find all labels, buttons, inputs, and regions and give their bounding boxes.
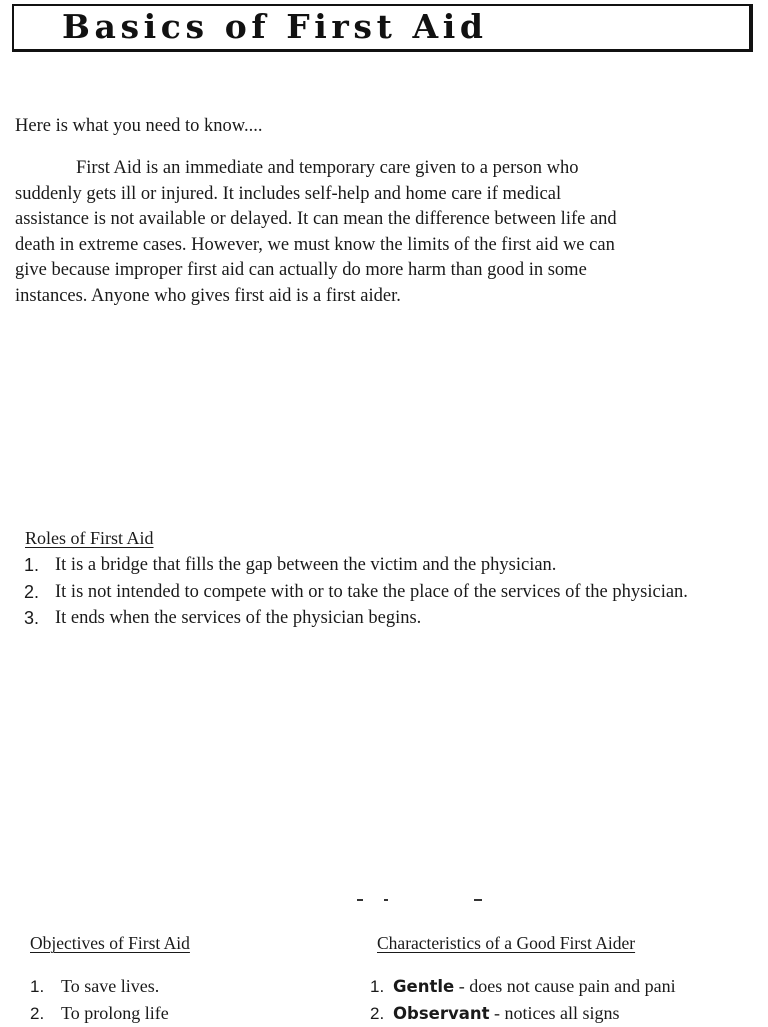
characteristic-description: - does not cause pain and pani [454,976,676,996]
characteristics-heading [377,931,635,955]
intro-paragraph [15,156,767,310]
dash-mark [357,899,363,901]
title-box [12,4,753,52]
list-number: 1. [30,977,45,996]
roles-heading [25,526,154,550]
intro-text: Here is what you need to know.... [15,116,263,136]
dash-mark [384,899,388,901]
list-item-text: It ends when the services of the physician begins. [55,608,422,628]
objectives-heading [30,931,198,955]
characteristics-list [370,973,768,1027]
paragraph-line: First Aid is an immediate and temporary care given to a person who [76,158,579,178]
list-item-text: To save lives. [61,976,160,996]
list-number: 1. [370,977,385,996]
objectives-heading-text: Objectives of First Aid [30,933,190,953]
dash-mark [474,899,482,901]
paragraph-line: instances. Anyone who gives first aid is a first aider. [15,285,401,306]
list-number: 2. [370,1004,385,1023]
characteristics-heading-text: Characteristics of a Good First Aider [377,933,636,953]
list-number: 2. [24,581,40,602]
characteristic-term: Observant [393,1004,490,1023]
list-number: 3. [24,608,40,628]
objectives-list-item [30,1000,169,1027]
roles-list-item [24,605,764,632]
paragraph-line: give because improper first aid can actually do more harm than good in some [15,260,587,281]
roles-list-item [24,552,764,579]
list-number: 1. [24,555,40,575]
characteristic-term: Gentle [393,977,455,996]
decorative-dashes [0,893,768,907]
paragraph-line: assistance is not available or delayed. It can mean the difference between life and [15,209,617,230]
list-item-text: It is not intended to compete with or to take the place of the services of the physician. [55,581,688,602]
characteristics-list-item [370,1000,768,1027]
list-item-text: It is a bridge that fills the gap between the victim and the physician. [55,555,557,575]
list-item-text: To prolong life [61,1003,169,1023]
roles-list-item [24,579,764,606]
paragraph-line: suddenly gets ill or injured. It includes self-help and home care if medical [15,183,562,204]
objectives-list-item [30,973,169,1000]
paragraph-line: death in extreme cases. However, we must know the limits of the first aid we can [15,234,615,255]
objectives-list [30,973,169,1027]
list-number: 2. [30,1004,45,1023]
characteristics-list-item [370,973,768,1000]
page-title: Basics of First Aid [62,7,488,46]
roles-list [24,552,764,632]
roles-heading-text: Roles of First Aid [25,528,154,548]
characteristic-description: - notices all signs [489,1003,620,1023]
